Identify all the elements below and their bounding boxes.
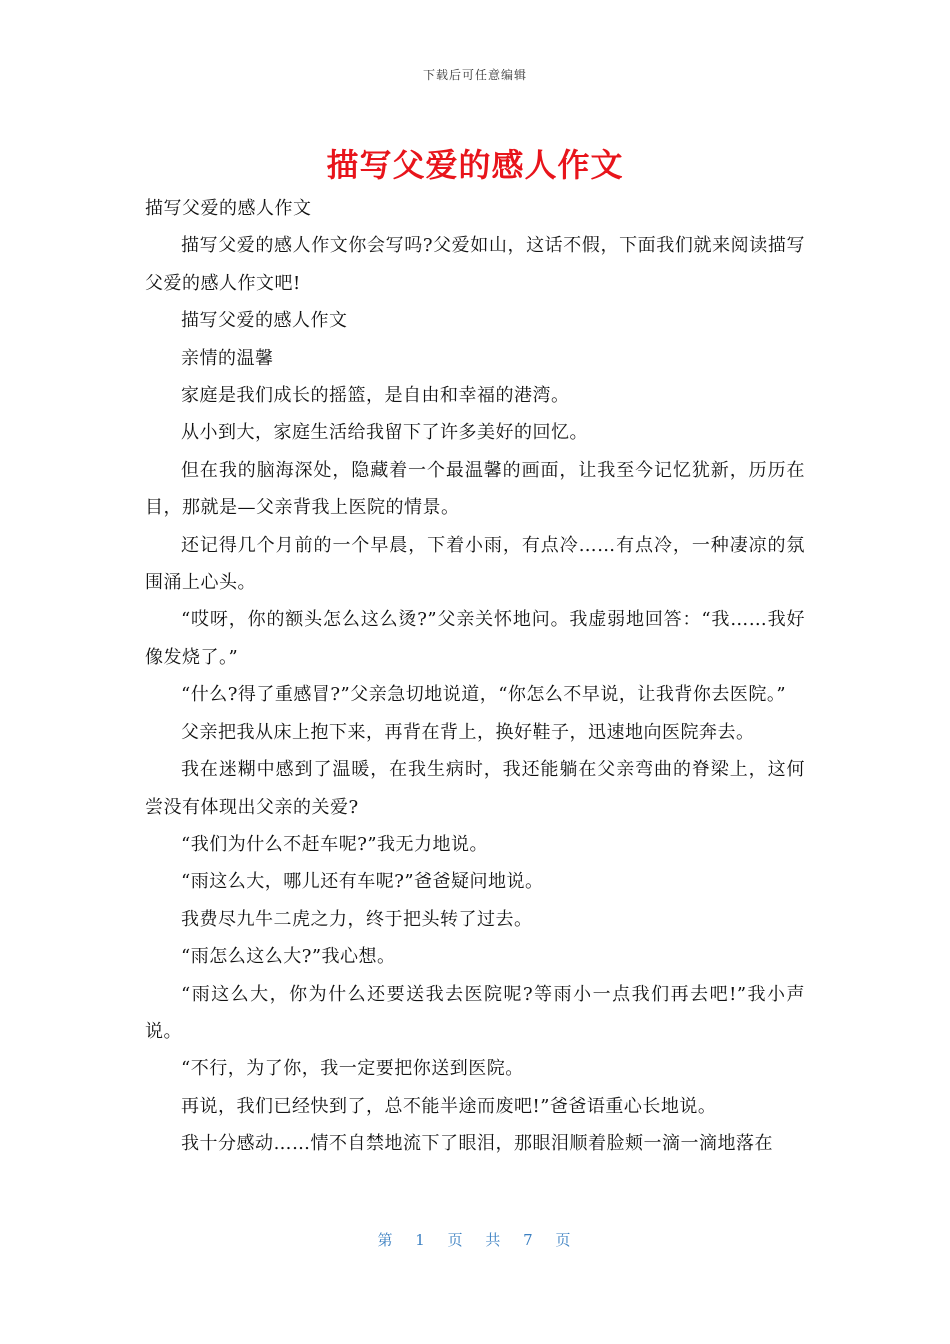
paragraph: 我在迷糊中感到了温暖，在我生病时，我还能躺在父亲弯曲的脊梁上，这何尝没有体现出父亲的关爱?: [145, 759, 805, 818]
paragraph: 但在我的脑海深处，隐藏着一个最温馨的画面，让我至今记忆犹新，历历在目，那就是—父亲背我上医院的情景。: [145, 459, 805, 519]
paragraph: 再说，我们已经快到了，总不能半途而废吧!”爸爸语重心长地说。: [181, 1095, 717, 1117]
paragraph: 父亲把我从床上抱下来，再背在背上，换好鞋子，迅速地向医院奔去。: [181, 721, 755, 743]
current-page-number: 1: [415, 1231, 427, 1249]
document-body: [145, 190, 805, 1163]
paragraph: “雨怎么这么大?”我心想。: [181, 946, 396, 968]
page-header-note: 下载后可任意编辑: [422, 68, 527, 82]
paragraph: 我十分感动……情不自禁地流下了眼泪，那眼泪顺着脸颊一滴一滴地落在: [181, 1133, 773, 1155]
paragraph: “雨这么大，哪儿还有车呢?”爸爸疑问地说。: [181, 871, 544, 893]
document-title: 描写父爱的感人作文: [326, 146, 624, 184]
paragraph: “我们为什么不赶车呢?”我无力地说。: [181, 833, 489, 855]
paragraph: 描写父爱的感人作文你会写吗?父爱如山，这话不假，下面我们就来阅读描写父爱的感人作文吧!: [145, 235, 805, 294]
paragraph: “哎呀，你的额头怎么这么烫?”父亲关怀地问。我虚弱地回答：“我……我好像发烧了。”: [145, 609, 805, 668]
footer-middle: 页 共: [447, 1231, 503, 1249]
paragraph: 亲情的温馨: [181, 347, 274, 369]
paragraph: “什么?得了重感冒?”父亲急切地说道，“你怎么不早说，让我背你去医院。”: [181, 684, 787, 706]
paragraph: “雨这么大，你为什么还要送我去医院呢?等雨小一点我们再去吧!”我小声说。: [145, 983, 805, 1042]
paragraph: 我费尽九牛二虎之力，终于把头转了过去。: [181, 908, 533, 930]
paragraph: 描写父爱的感人作文: [181, 310, 348, 332]
paragraph: 从小到大，家庭生活给我留下了许多美好的回忆。: [181, 422, 588, 444]
paragraph: 还记得几个月前的一个早晨，下着小雨，有点冷……有点冷，一种凄凉的氛围涌上心头。: [145, 534, 805, 594]
footer-prefix: 第: [377, 1231, 395, 1249]
paragraph: 家庭是我们成长的摇篮，是自由和幸福的港湾。: [181, 385, 570, 407]
paragraph: “不行，为了你，我一定要把你送到医院。: [181, 1058, 524, 1080]
paragraph: 描写父爱的感人作文: [145, 198, 312, 219]
footer-suffix: 页: [555, 1231, 573, 1249]
page-number-footer: [0, 1229, 950, 1250]
total-page-count: 7: [523, 1231, 535, 1249]
